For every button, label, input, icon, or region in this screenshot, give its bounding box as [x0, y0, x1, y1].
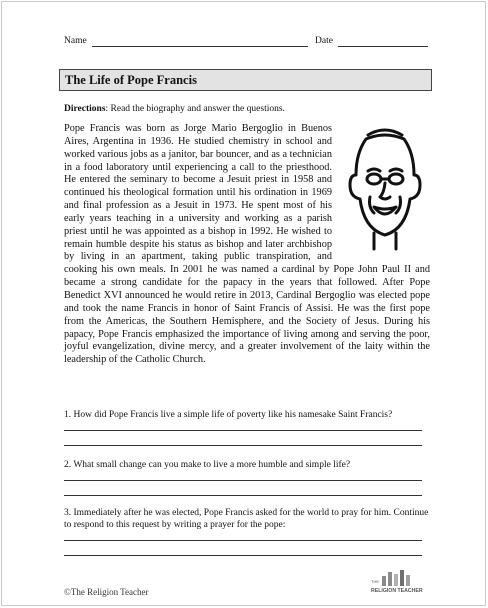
pope-portrait-icon [340, 123, 430, 263]
question-1: 1. How did Pope Francis live a simple life of poverty like his namesake Saint Francis? [64, 410, 393, 420]
title-bar [59, 69, 432, 91]
biography-paragraph [64, 123, 430, 367]
date-label: Date [315, 36, 333, 46]
worksheet-page [1, 1, 486, 606]
answer-line[interactable] [64, 555, 422, 556]
directions-text: : Read the biography and answer the questions. [105, 104, 285, 114]
answer-line[interactable] [64, 430, 422, 431]
name-line [92, 46, 308, 47]
biography-text: Pope Francis was born as Jorge Mario Bergoglio in Buenos Aires, Argentina in 1936. He studied chemistry in school and worked various jobs as a janitor, bar bouncer, and as a technician in a food laboratory until experiencing a call to the priesthood. He entered the seminary to become a Jesuit priest in 1958 and continued his theological formation until his ordination in 1969 and final profession as a Jesuit in 1973. He spent most of his early years teaching in a university and working as a parish priest until he was appointed as a bishop in 1992. He wished to remain humble despite his status as bishop and later archbishop by living in an apartment, taking public transpiration, and cooking his own meals. In 2001 he was named a cardinal by Pope John Paul II and became a strong candidate for the papacy in the years that followed. After Pope Benedict XVI announced he would retire in 2013, Cardinal Bergoglio was elected pope and took the name Francis in honor of Saint Francis of Assisi. He was the first pope from the Americas, the Southern Hemisphere, and the Society of Jesus. During his papacy, Pope Francis emphasized the importance of living among and serving the poor, joyful evangelization, divine mercy, and a greater involvement of the laity within the leadership of the Catholic Church. [64, 123, 430, 366]
date-line [338, 46, 428, 47]
directions [64, 104, 285, 114]
question-2: 2. What small change can you make to live a more humble and simple life? [64, 460, 351, 470]
answer-line[interactable] [64, 540, 422, 541]
religion-teacher-logo [368, 570, 448, 594]
page-title: The Life of Pope Francis [65, 73, 197, 87]
answer-line[interactable] [64, 480, 422, 481]
logo-small-text: THE [371, 579, 379, 584]
answer-line[interactable] [64, 445, 422, 446]
answer-line[interactable] [64, 495, 422, 496]
copyright-footer: ©The Religion Teacher [64, 587, 149, 597]
logo-main-text: RELIGION TEACHER [371, 588, 423, 594]
question-3: 3. Immediately after he was elected, Pope Francis asked for the world to pray for him. Continue to respond to this request by writing a prayer for the pope: [64, 508, 429, 530]
name-date-row [64, 36, 425, 48]
name-label: Name [64, 36, 87, 46]
directions-label: Directions [64, 104, 106, 114]
